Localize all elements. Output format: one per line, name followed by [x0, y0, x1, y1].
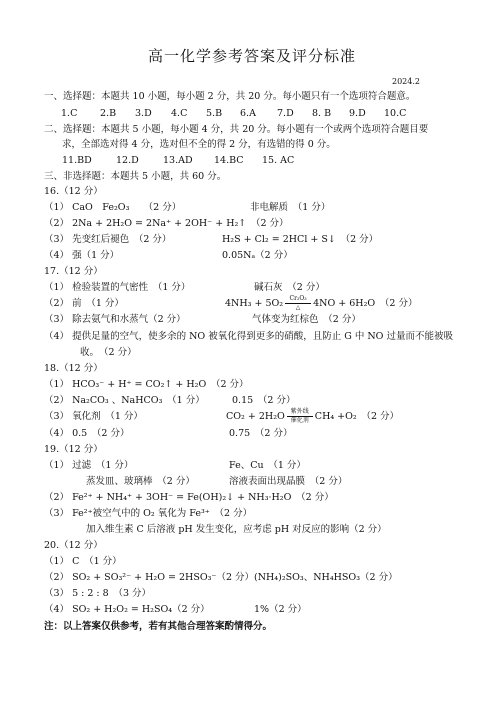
- row-num: （3）: [44, 234, 70, 245]
- footnote: 注：以上答案仅供参考，若有其他合理答案酌情得分。: [44, 621, 273, 632]
- q19-row-1-cont-b: 溶液表面出现晶膜 （2 分）: [229, 476, 348, 487]
- answer-text: Fe²⁺被空气中的 O₂ 氧化为 Fe³⁺ （2 分）: [72, 508, 253, 519]
- row-num: （3）: [44, 411, 70, 422]
- q16-row-4: [44, 250, 119, 262]
- answer-item: 12.D: [116, 155, 139, 166]
- q17-row-1: [44, 282, 190, 294]
- answer-text: CaO Fe₂O₃ （2 分）: [72, 202, 182, 213]
- row-num: （2）: [44, 218, 70, 229]
- answer-item: 11.BD: [62, 155, 92, 166]
- q20-row-2: [44, 572, 254, 584]
- answer-text: 过滤 （1 分）: [72, 460, 134, 471]
- answer-text: 先变红后褪色 （2 分）: [72, 234, 172, 245]
- answer-text: 5 : 2 : 8 （3 分）: [72, 588, 152, 599]
- row-num: （3）: [44, 314, 70, 325]
- row-num: （1）: [44, 282, 70, 293]
- row-num: （4）: [44, 331, 70, 342]
- answer-item: 9.D: [349, 108, 366, 119]
- answer-item: 2.B: [100, 108, 117, 119]
- q17-row-4: [44, 331, 453, 343]
- q20-heading: 20.（12 分）: [44, 540, 103, 551]
- arrow-condition-top: Cr₂O₃: [289, 295, 307, 302]
- row-num: （2）: [44, 492, 70, 503]
- answer-text: 2Na + 2H₂O = 2Na⁺ + 2OH⁻ + H₂↑ （2 分）: [72, 218, 289, 229]
- q18-row-3-equation: [226, 409, 399, 425]
- q19-heading: 19.（12 分）: [44, 444, 103, 455]
- arrow-condition-bottom: △: [295, 304, 301, 311]
- answer-item: 4.C: [171, 108, 188, 119]
- q18-row-4-b: 0.75 （2 分）: [229, 428, 293, 439]
- reaction-arrow: [285, 296, 311, 311]
- row-num: （3）: [44, 508, 70, 519]
- answer-item: 1.C: [61, 108, 78, 119]
- q16-row-1-b: 非电解质 （1 分）: [250, 202, 331, 213]
- equation-right: 4NO + 6H₂O （2 分）: [313, 298, 418, 309]
- q18-row-2-b: 0.15 （2 分）: [232, 395, 296, 406]
- row-num: （1）: [44, 460, 70, 471]
- answer-item: 5.B: [206, 108, 223, 119]
- q17-row-4-cont: 收。 （2 分）: [80, 347, 137, 358]
- row-num: （1）: [44, 202, 70, 213]
- q19-row-1-cont: 蒸发皿、玻璃棒 （2 分）: [86, 476, 195, 487]
- date-label: 2024.2: [392, 77, 420, 86]
- q18-row-4: [44, 428, 130, 440]
- answer-item: 14.BC: [214, 155, 244, 166]
- arrow-condition-bottom: 催化剂: [290, 417, 309, 424]
- arrow-condition-top: 紫外线: [290, 408, 309, 415]
- row-num: （1）: [44, 556, 70, 567]
- row-num: （2）: [44, 572, 70, 583]
- row-num: （4）: [44, 604, 70, 615]
- section-1-header: 一、选择题：本题共 10 小题，每小题 2 分，共 20 分。每小题只有一个选项符合题意。: [44, 91, 416, 102]
- equation-right: CH₄ +O₂ （2 分）: [314, 411, 400, 422]
- answer-item: 6.A: [240, 108, 256, 119]
- row-num: （4）: [44, 428, 70, 439]
- q18-heading: 18.（12 分）: [44, 363, 103, 374]
- q16-row-3: [44, 234, 171, 246]
- q20-row-4: [44, 604, 210, 616]
- answer-text: 氧化剂 （1 分）: [72, 411, 143, 422]
- q17-row-2: [44, 298, 124, 310]
- row-num: （4）: [44, 250, 70, 261]
- answer-item: 3.D: [135, 108, 152, 119]
- q17-row-3: [44, 314, 186, 326]
- answer-item: 8. B: [312, 108, 332, 119]
- answer-text: SO₂ + H₂O₂ = H₂SO₄（2 分）: [72, 604, 210, 615]
- answer-item: 7.D: [277, 108, 294, 119]
- reaction-arrow: [287, 409, 313, 424]
- q19-row-2: [44, 492, 334, 504]
- q19-row-1: [44, 460, 133, 472]
- q17-heading: 17.（12 分）: [44, 266, 103, 277]
- equation-left: CO₂ + 2H₂O: [226, 411, 285, 422]
- section-1-answers: [0, 108, 496, 120]
- row-num: （2）: [44, 395, 70, 406]
- row-num: （1）: [44, 379, 70, 390]
- answer-text: 检验装置的气密性 （1 分）: [72, 282, 191, 293]
- q20-row-4-b: 1%（2 分）: [254, 604, 307, 615]
- q17-row-2-equation: [225, 296, 417, 312]
- answer-text: 0.5 （2 分）: [72, 428, 130, 439]
- q18-row-1: [44, 379, 249, 391]
- q20-row-3: [44, 588, 151, 600]
- q18-row-2: [44, 395, 205, 407]
- q19-row-1-b: Fe、Cu （1 分）: [229, 460, 306, 471]
- answer-text: 除去氨气和水蒸气（2 分）: [72, 314, 186, 325]
- q17-row-1-b: 碱石灰 （2 分）: [254, 282, 325, 293]
- answer-item: 15. AC: [262, 155, 295, 166]
- answer-text: 提供足量的空气，使多余的 NO 被氧化得到更多的硝酸，且防止 G 中 NO 过量而不能被吸: [72, 331, 453, 342]
- page-title: 高一化学参考答案及评分标准: [148, 47, 357, 65]
- q20-row-1: [44, 556, 122, 568]
- q16-row-3-b: H₂S + Cl₂ = 2HCl + S↓ （2 分）: [222, 234, 379, 245]
- q18-row-3: [44, 411, 143, 423]
- section-2-answers: [0, 155, 496, 167]
- answer-text: 前 （1 分）: [72, 298, 124, 309]
- q16-row-4-b: 0.05Nₐ（2 分）: [222, 250, 293, 261]
- answer-text: 强（1 分）: [72, 250, 120, 261]
- answer-text: Na₂CO₃ 、NaHCO₃ （1 分）: [72, 395, 205, 406]
- answer-text: SO₂ + SO₃²⁻ + H₂O = 2HSO₃⁻（2 分）: [72, 572, 255, 583]
- answer-item: 10.C: [384, 108, 407, 119]
- q16-row-2: [44, 218, 289, 230]
- equation-left: 4NH₃ + 5O₂: [225, 298, 284, 309]
- answer-text: HCO₃⁻ + H⁺ = CO₂↑ + H₂O （2 分）: [72, 379, 249, 390]
- section-2-header: 二、选择题：本题共 5 小题，每小题 4 分，共 20 分。每小题有一个或两个选项符合题目要: [44, 124, 429, 135]
- answer-item: 13.AD: [163, 155, 193, 166]
- q20-row-2-b: (NH₄)₂SO₃、NH₄HSO₃（2 分）: [254, 572, 398, 583]
- q17-row-3-b: 气体变为红棕色 （2 分）: [252, 314, 361, 325]
- answer-text: C （1 分）: [72, 556, 122, 567]
- q16-row-1: [44, 202, 181, 214]
- row-num: （2）: [44, 298, 70, 309]
- answer-text: Fe²⁺ + NH₄⁺ + 3OH⁻ = Fe(OH)₂↓ + NH₃·H₂O （2 分）: [72, 492, 334, 503]
- section-3-header: 三、非选择题：本题共 5 小题，共 60 分。: [44, 171, 227, 182]
- section-2-header-cont: 求，全部选对得 4 分，选对但不全的得 2 分，有选错的得 0 分。: [62, 139, 336, 150]
- q19-row-3-cont: 加入维生素 C 后溶液 pH 发生变化，应考虑 pH 对反应的影响（2 分）: [86, 524, 387, 535]
- q16-heading: 16.（12 分）: [44, 186, 103, 197]
- row-num: （3）: [44, 588, 70, 599]
- q19-row-3: [44, 508, 252, 520]
